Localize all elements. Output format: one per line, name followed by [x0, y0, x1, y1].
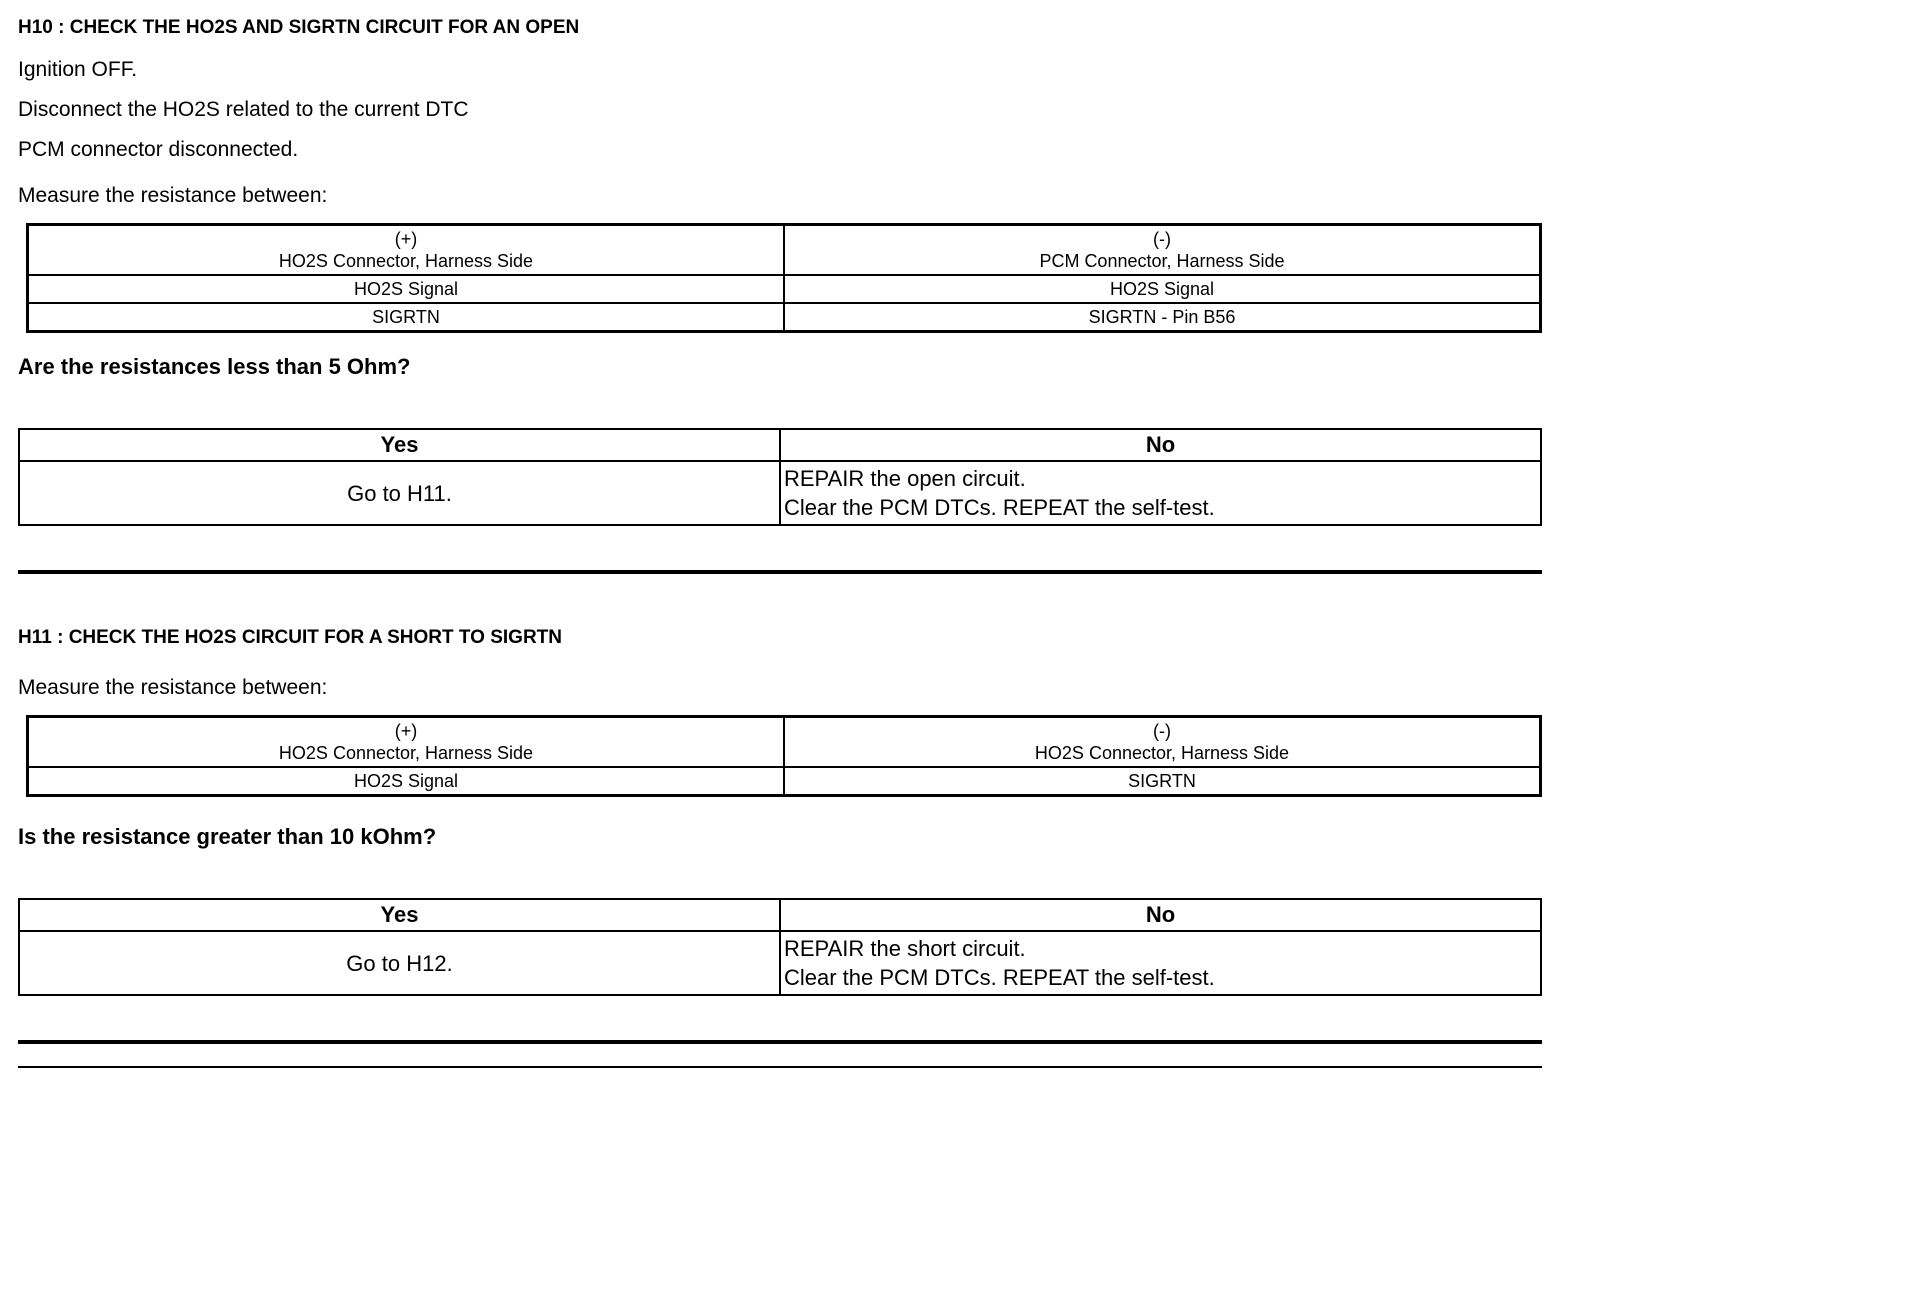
positive-symbol: (+)	[394, 229, 418, 249]
positive-header-cell	[28, 225, 785, 276]
measure-intro: Measure the resistance between:	[18, 676, 328, 699]
yes-header-cell: Yes	[19, 899, 780, 931]
measurement-row	[28, 767, 1541, 796]
section-divider	[18, 1040, 1542, 1044]
measurement-header-row	[28, 717, 1541, 768]
yes-action-cell: Go to H12.	[19, 931, 780, 995]
no-action-cell	[780, 931, 1541, 995]
negative-connector-label: HO2S Connector, Harness Side	[1034, 743, 1290, 763]
decision-action-row	[19, 461, 1541, 525]
no-action-line: REPAIR the open circuit.	[784, 466, 1026, 491]
step-line: Ignition OFF.	[18, 58, 138, 81]
yes-action-cell: Go to H11.	[19, 461, 780, 525]
negative-header-cell	[784, 717, 1541, 768]
positive-symbol: (+)	[394, 721, 418, 741]
decision-header-row	[19, 899, 1541, 931]
no-action-line: Clear the PCM DTCs. REPEAT the self-test.	[784, 965, 1215, 990]
measurement-cell: SIGRTN - Pin B56	[784, 303, 1541, 332]
measurement-cell: SIGRTN	[784, 767, 1541, 796]
measurement-cell: HO2S Signal	[28, 767, 785, 796]
decision-header-row	[19, 429, 1541, 461]
no-header-cell: No	[780, 429, 1541, 461]
no-action-line: Clear the PCM DTCs. REPEAT the self-test.	[784, 495, 1215, 520]
positive-header-cell	[28, 717, 785, 768]
no-action-line: REPAIR the short circuit.	[784, 936, 1026, 961]
section-h11	[18, 626, 1900, 1068]
negative-symbol: (-)	[1153, 721, 1171, 741]
step-line: Disconnect the HO2S related to the current DTC	[18, 98, 469, 121]
section-h10	[18, 16, 1900, 574]
no-action-cell	[780, 461, 1541, 525]
measurement-table	[26, 715, 1542, 797]
section-heading: H11 : CHECK THE HO2S CIRCUIT FOR A SHORT TO SIGRTN	[18, 627, 563, 648]
page-bottom-divider	[18, 1066, 1542, 1068]
negative-connector-label: PCM Connector, Harness Side	[1039, 251, 1285, 271]
negative-symbol: (-)	[1153, 229, 1171, 249]
measurement-cell: SIGRTN	[28, 303, 785, 332]
measurement-header-row	[28, 225, 1541, 276]
measure-intro: Measure the resistance between:	[18, 184, 328, 207]
section-divider	[18, 570, 1542, 574]
measurement-table	[26, 223, 1542, 333]
negative-header-cell	[784, 225, 1541, 276]
measurement-cell: HO2S Signal	[28, 275, 785, 303]
section-heading: H10 : CHECK THE HO2S AND SIGRTN CIRCUIT FOR AN OPEN	[18, 17, 580, 38]
decision-action-row	[19, 931, 1541, 995]
decision-table	[18, 428, 1542, 526]
yes-header-cell: Yes	[19, 429, 780, 461]
decision-table	[18, 898, 1542, 996]
measurement-row	[28, 303, 1541, 332]
question-text: Is the resistance greater than 10 kOhm?	[18, 824, 437, 849]
measurement-row	[28, 275, 1541, 303]
positive-connector-label: HO2S Connector, Harness Side	[278, 251, 534, 271]
step-line: PCM connector disconnected.	[18, 138, 299, 161]
question-text: Are the resistances less than 5 Ohm?	[18, 354, 411, 379]
no-header-cell: No	[780, 899, 1541, 931]
positive-connector-label: HO2S Connector, Harness Side	[278, 743, 534, 763]
measurement-cell: HO2S Signal	[784, 275, 1541, 303]
